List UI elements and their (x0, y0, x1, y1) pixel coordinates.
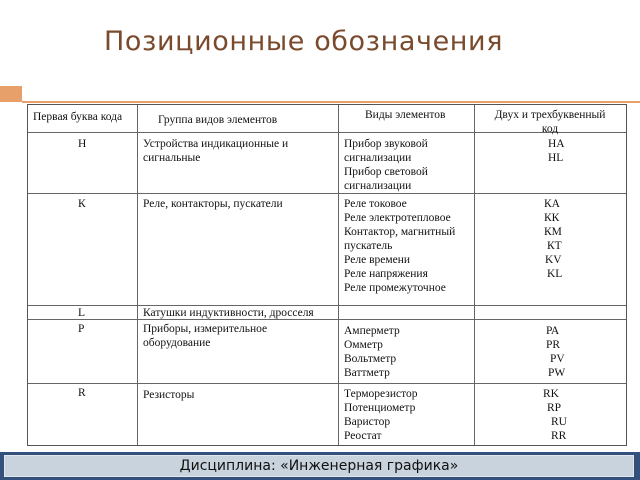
code-item: HL (548, 152, 564, 164)
group-line: Реле, контакторы, пускатели (143, 198, 283, 210)
code-item: КК (544, 212, 560, 224)
kind-item: сигнализации (344, 180, 412, 192)
column-divider (137, 105, 138, 445)
row-divider (137, 132, 338, 133)
row-group (143, 137, 288, 165)
row-letter: Р (78, 323, 85, 335)
kind-item: Прибор световой (344, 166, 428, 178)
header-code (474, 108, 626, 136)
group-line: Резисторы (143, 389, 195, 401)
code-item: КМ (544, 226, 562, 238)
row-divider (338, 132, 474, 133)
header-kinds: Виды элементов (365, 109, 446, 121)
kind-item: пускатель (344, 240, 393, 252)
row-letter: R (78, 387, 86, 399)
row-divider (28, 193, 137, 194)
code-item: RR (551, 430, 567, 442)
row-codes (548, 137, 565, 165)
row-divider (28, 383, 137, 384)
row-divider (28, 132, 137, 133)
kind-item: Прибор звуковой (344, 138, 428, 150)
accent-bar (0, 86, 22, 102)
group-line: Устройства индикационные и (143, 138, 289, 150)
kind-item: Терморезистор (344, 388, 418, 400)
page-title: Позиционные обозначения (104, 26, 504, 57)
row-group (143, 306, 314, 320)
row-divider (474, 193, 626, 194)
group-line: оборудование (143, 337, 211, 349)
column-divider (474, 105, 475, 445)
group-line: Катушки индуктивности, дросселя (143, 307, 314, 319)
kind-item: Вольтметр (344, 353, 397, 365)
footer-caption: Дисциплина: «Инженерная графика» (4, 455, 634, 477)
kind-item: Контактор, магнитный (344, 226, 456, 238)
row-kinds (344, 324, 400, 380)
accent-line (22, 101, 640, 103)
code-item: RK (543, 388, 559, 400)
code-item: RP (547, 402, 562, 414)
kind-item: Реле электротепловое (344, 212, 451, 224)
kind-item: Реле времени (344, 254, 411, 266)
kind-item: Ваттметр (344, 367, 390, 379)
kind-item: сигнализации (344, 152, 412, 164)
row-group (143, 197, 283, 211)
kind-item: Потенциометр (344, 402, 416, 414)
code-item: PV (550, 353, 565, 365)
code-item: PW (548, 367, 566, 379)
row-divider (338, 383, 474, 384)
designations-table (27, 104, 627, 446)
footer-bar (0, 452, 640, 480)
row-divider (474, 383, 626, 384)
row-codes (546, 324, 565, 380)
row-divider (137, 193, 338, 194)
group-line: Приборы, измерительное (143, 323, 268, 335)
code-item: КА (544, 198, 560, 210)
code-item: РА (546, 325, 560, 337)
row-divider (338, 193, 474, 194)
row-divider (474, 319, 626, 320)
kind-item: Омметр (344, 339, 383, 351)
code-item: НА (548, 138, 565, 150)
code-item: RU (551, 416, 567, 428)
row-group (143, 388, 194, 402)
row-codes (544, 197, 562, 281)
row-kinds (344, 387, 417, 443)
row-divider (338, 305, 474, 306)
code-item: КТ (547, 240, 562, 252)
group-line: сигнальные (143, 152, 201, 164)
code-item: PR (546, 339, 561, 351)
row-letter: К (78, 198, 86, 210)
kind-item: Варистор (344, 416, 391, 428)
row-divider (338, 319, 474, 320)
kind-item: Реле промежуточное (344, 282, 446, 294)
row-kinds (344, 137, 428, 193)
row-codes (543, 387, 567, 443)
kind-item: Реле токовое (344, 198, 407, 210)
header-code-line: код (541, 123, 559, 135)
row-letter: L (78, 307, 86, 319)
row-divider (474, 305, 626, 306)
row-kinds (344, 197, 455, 295)
header-group: Группа видов элементов (158, 114, 278, 126)
column-divider (338, 105, 339, 445)
header-first-letter: Первая буква кода (33, 111, 123, 123)
row-group (143, 322, 267, 350)
row-divider (137, 383, 338, 384)
kind-item: Реле напряжения (344, 268, 428, 280)
kind-item: Амперметр (344, 325, 400, 337)
header-code-line: Двух и трехбуквенный (494, 109, 606, 121)
code-item: KV (545, 254, 562, 266)
row-letter: Н (78, 138, 87, 150)
kind-item: Реостат (344, 430, 382, 442)
code-item: KL (547, 268, 563, 280)
